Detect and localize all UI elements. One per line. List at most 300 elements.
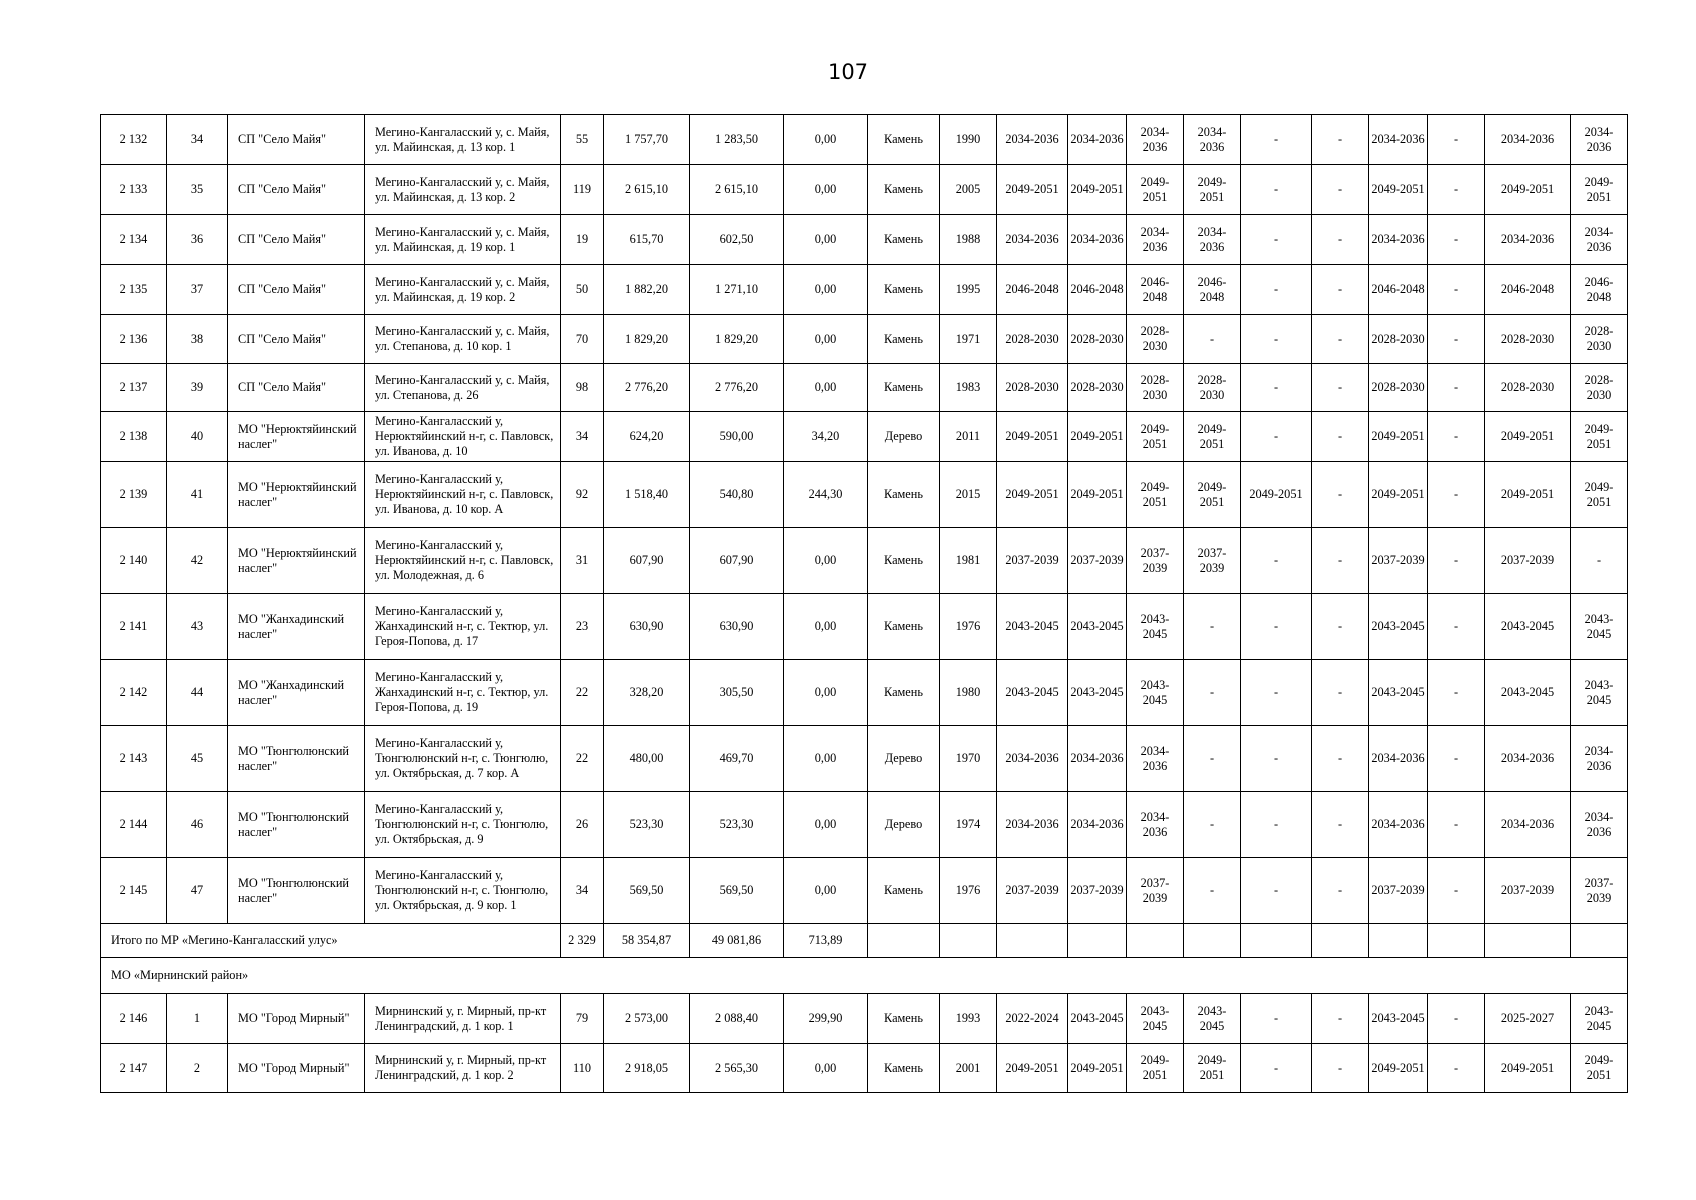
- cell-repair-10: 2046-2048: [1571, 265, 1628, 315]
- cell-repair-5: -: [1241, 858, 1312, 924]
- cell-residents: 31: [561, 528, 604, 594]
- cell-repair-10: 2049-2051: [1571, 412, 1628, 462]
- cell-repair-2: 2043-2045: [1068, 660, 1127, 726]
- table-row: [101, 994, 1628, 1044]
- cell-repair-5: -: [1241, 215, 1312, 265]
- cell-repair-1: 2037-2039: [997, 528, 1068, 594]
- cell-local-number: 43: [167, 594, 228, 660]
- empty-cell: [868, 924, 940, 958]
- cell-repair-3: 2049-2051: [1127, 1044, 1184, 1093]
- cell-repair-7: 2049-2051: [1369, 165, 1428, 215]
- cell-repair-4: 2049-2051: [1184, 462, 1241, 528]
- page-number: 107: [827, 60, 869, 84]
- cell-repair-2: 2034-2036: [1068, 726, 1127, 792]
- cell-repair-8: -: [1428, 726, 1485, 792]
- cell-repair-4: -: [1184, 726, 1241, 792]
- cell-municipality: МО "Тюнгюлюнский наслег": [228, 858, 365, 924]
- cell-repair-9: 2034-2036: [1485, 726, 1571, 792]
- cell-repair-5: -: [1241, 315, 1312, 364]
- cell-repair-5: -: [1241, 660, 1312, 726]
- cell-reg-number: 2 134: [101, 215, 167, 265]
- cell-total-area: 630,90: [604, 594, 690, 660]
- cell-total-area: 2 776,20: [604, 364, 690, 412]
- cell-wall-material: Камень: [868, 1044, 940, 1093]
- cell-repair-6: -: [1312, 726, 1369, 792]
- cell-year-built: 2005: [940, 165, 997, 215]
- cell-living-area: 305,50: [690, 660, 784, 726]
- cell-repair-6: -: [1312, 528, 1369, 594]
- cell-repair-7: 2049-2051: [1369, 412, 1428, 462]
- cell-year-built: 1976: [940, 594, 997, 660]
- cell-municipality: СП "Село Майя": [228, 165, 365, 215]
- cell-nonliving-area: 0,00: [784, 594, 868, 660]
- cell-reg-number: 2 142: [101, 660, 167, 726]
- cell-total-area: 480,00: [604, 726, 690, 792]
- cell-local-number: 39: [167, 364, 228, 412]
- cell-residents: 110: [561, 1044, 604, 1093]
- cell-local-number: 45: [167, 726, 228, 792]
- cell-year-built: 1974: [940, 792, 997, 858]
- cell-nonliving-area: 0,00: [784, 726, 868, 792]
- cell-wall-material: Камень: [868, 594, 940, 660]
- cell-living-area: 630,90: [690, 594, 784, 660]
- table-row: [101, 858, 1628, 924]
- cell-residents: 34: [561, 412, 604, 462]
- cell-address: Мегино-Кангаласский у, Тюнгюлюнский н-г, с. Тюнгюлю, ул. Октябрьская, д. 9: [365, 792, 561, 858]
- cell-repair-4: -: [1184, 660, 1241, 726]
- cell-repair-6: -: [1312, 265, 1369, 315]
- cell-wall-material: Дерево: [868, 792, 940, 858]
- cell-repair-2: 2049-2051: [1068, 462, 1127, 528]
- cell-repair-8: -: [1428, 594, 1485, 660]
- cell-repair-3: 2049-2051: [1127, 165, 1184, 215]
- cell-repair-7: 2049-2051: [1369, 1044, 1428, 1093]
- cell-living-area: 540,80: [690, 462, 784, 528]
- cell-repair-10: 2043-2045: [1571, 594, 1628, 660]
- cell-local-number: 35: [167, 165, 228, 215]
- cell-nonliving-area: 0,00: [784, 660, 868, 726]
- cell-total-area: 2 615,10: [604, 165, 690, 215]
- empty-cell: [940, 924, 997, 958]
- cell-nonliving-area: 0,00: [784, 364, 868, 412]
- cell-repair-8: -: [1428, 528, 1485, 594]
- cell-local-number: 44: [167, 660, 228, 726]
- cell-repair-9: 2028-2030: [1485, 315, 1571, 364]
- cell-address: Мегино-Кангаласский у, Тюнгюлюнский н-г, с. Тюнгюлю, ул. Октябрьская, д. 7 кор. А: [365, 726, 561, 792]
- total-total-area: 58 354,87: [604, 924, 690, 958]
- cell-nonliving-area: 0,00: [784, 215, 868, 265]
- cell-repair-9: 2034-2036: [1485, 215, 1571, 265]
- cell-repair-9: 2049-2051: [1485, 462, 1571, 528]
- cell-municipality: МО "Нерюктяйинский наслег": [228, 462, 365, 528]
- cell-repair-5: -: [1241, 364, 1312, 412]
- cell-repair-3: 2037-2039: [1127, 858, 1184, 924]
- cell-repair-5: 2049-2051: [1241, 462, 1312, 528]
- cell-repair-9: 2049-2051: [1485, 1044, 1571, 1093]
- cell-repair-4: 2046-2048: [1184, 265, 1241, 315]
- empty-cell: [1241, 924, 1312, 958]
- cell-repair-4: -: [1184, 858, 1241, 924]
- cell-address: Мегино-Кангаласский у, с. Майя, ул. Майинская, д. 13 кор. 1: [365, 115, 561, 165]
- cell-repair-1: 2034-2036: [997, 115, 1068, 165]
- cell-repair-8: -: [1428, 462, 1485, 528]
- cell-municipality: СП "Село Майя": [228, 364, 365, 412]
- cell-living-area: 2 088,40: [690, 994, 784, 1044]
- cell-repair-8: -: [1428, 858, 1485, 924]
- cell-year-built: 1995: [940, 265, 997, 315]
- cell-repair-6: -: [1312, 315, 1369, 364]
- housing-register-table: [100, 114, 1628, 1093]
- cell-repair-4: 2049-2051: [1184, 165, 1241, 215]
- cell-repair-1: 2046-2048: [997, 265, 1068, 315]
- cell-repair-9: 2037-2039: [1485, 528, 1571, 594]
- cell-residents: 79: [561, 994, 604, 1044]
- cell-repair-10: 2034-2036: [1571, 726, 1628, 792]
- cell-residents: 19: [561, 215, 604, 265]
- cell-year-built: 1993: [940, 994, 997, 1044]
- cell-wall-material: Камень: [868, 364, 940, 412]
- table-row: [101, 792, 1628, 858]
- cell-reg-number: 2 139: [101, 462, 167, 528]
- cell-address: Мегино-Кангаласский у, Тюнгюлюнский н-г, с. Тюнгюлю, ул. Октябрьская, д. 9 кор. 1: [365, 858, 561, 924]
- cell-repair-4: 2034-2036: [1184, 215, 1241, 265]
- cell-municipality: МО "Тюнгюлюнский наслег": [228, 792, 365, 858]
- cell-wall-material: Камень: [868, 265, 940, 315]
- cell-residents: 98: [561, 364, 604, 412]
- cell-address: Мегино-Кангаласский у, Нерюктяйинский н-г, с. Павловск, ул. Молодежная, д. 6: [365, 528, 561, 594]
- cell-nonliving-area: 299,90: [784, 994, 868, 1044]
- cell-municipality: МО "Жанхадинский наслег": [228, 660, 365, 726]
- cell-living-area: 2 776,20: [690, 364, 784, 412]
- cell-total-area: 569,50: [604, 858, 690, 924]
- cell-address: Мегино-Кангаласский у, с. Майя, ул. Майинская, д. 13 кор. 2: [365, 165, 561, 215]
- cell-repair-2: 2037-2039: [1068, 528, 1127, 594]
- cell-address: Мегино-Кангаласский у, Жанхадинский н-г, с. Тектюр, ул. Героя-Попова, д. 19: [365, 660, 561, 726]
- cell-repair-6: -: [1312, 994, 1369, 1044]
- cell-wall-material: Камень: [868, 660, 940, 726]
- cell-municipality: МО "Тюнгюлюнский наслег": [228, 726, 365, 792]
- cell-municipality: СП "Село Майя": [228, 315, 365, 364]
- empty-cell: [1571, 924, 1628, 958]
- cell-repair-3: 2034-2036: [1127, 726, 1184, 792]
- cell-repair-3: 2046-2048: [1127, 265, 1184, 315]
- section-row: [101, 958, 1628, 994]
- table-row: [101, 1044, 1628, 1093]
- table-body: [101, 115, 1628, 1093]
- cell-repair-1: 2049-2051: [997, 1044, 1068, 1093]
- cell-total-area: 1 882,20: [604, 265, 690, 315]
- cell-repair-5: -: [1241, 792, 1312, 858]
- cell-reg-number: 2 140: [101, 528, 167, 594]
- empty-cell: [1184, 924, 1241, 958]
- cell-repair-3: 2028-2030: [1127, 364, 1184, 412]
- cell-repair-7: 2028-2030: [1369, 315, 1428, 364]
- cell-repair-1: 2034-2036: [997, 726, 1068, 792]
- cell-repair-5: -: [1241, 115, 1312, 165]
- cell-wall-material: Камень: [868, 994, 940, 1044]
- table-row: [101, 528, 1628, 594]
- cell-repair-9: 2034-2036: [1485, 792, 1571, 858]
- cell-repair-4: -: [1184, 792, 1241, 858]
- cell-year-built: 1970: [940, 726, 997, 792]
- cell-repair-1: 2049-2051: [997, 412, 1068, 462]
- cell-repair-2: 2049-2051: [1068, 1044, 1127, 1093]
- cell-reg-number: 2 146: [101, 994, 167, 1044]
- cell-year-built: 1976: [940, 858, 997, 924]
- table-row: [101, 315, 1628, 364]
- cell-repair-1: 2022-2024: [997, 994, 1068, 1044]
- cell-repair-6: -: [1312, 412, 1369, 462]
- cell-total-area: 1 757,70: [604, 115, 690, 165]
- cell-repair-1: 2043-2045: [997, 660, 1068, 726]
- cell-year-built: 2015: [940, 462, 997, 528]
- cell-repair-10: 2028-2030: [1571, 315, 1628, 364]
- cell-wall-material: Камень: [868, 528, 940, 594]
- cell-repair-10: 2049-2051: [1571, 165, 1628, 215]
- cell-repair-2: 2028-2030: [1068, 364, 1127, 412]
- cell-reg-number: 2 135: [101, 265, 167, 315]
- cell-residents: 70: [561, 315, 604, 364]
- cell-repair-8: -: [1428, 265, 1485, 315]
- cell-repair-3: 2028-2030: [1127, 315, 1184, 364]
- cell-repair-1: 2034-2036: [997, 215, 1068, 265]
- cell-repair-3: 2034-2036: [1127, 792, 1184, 858]
- cell-repair-4: 2049-2051: [1184, 1044, 1241, 1093]
- cell-total-area: 615,70: [604, 215, 690, 265]
- cell-repair-1: 2028-2030: [997, 364, 1068, 412]
- cell-residents: 55: [561, 115, 604, 165]
- table-row: [101, 594, 1628, 660]
- empty-cell: [1428, 924, 1485, 958]
- cell-local-number: 46: [167, 792, 228, 858]
- cell-repair-10: 2049-2051: [1571, 462, 1628, 528]
- cell-repair-8: -: [1428, 412, 1485, 462]
- cell-repair-1: 2049-2051: [997, 165, 1068, 215]
- cell-municipality: СП "Село Майя": [228, 115, 365, 165]
- cell-repair-10: 2034-2036: [1571, 215, 1628, 265]
- cell-repair-3: 2049-2051: [1127, 462, 1184, 528]
- cell-local-number: 37: [167, 265, 228, 315]
- cell-nonliving-area: 0,00: [784, 315, 868, 364]
- cell-residents: 119: [561, 165, 604, 215]
- cell-repair-10: 2043-2045: [1571, 660, 1628, 726]
- cell-repair-3: 2049-2051: [1127, 412, 1184, 462]
- cell-repair-5: -: [1241, 412, 1312, 462]
- cell-reg-number: 2 132: [101, 115, 167, 165]
- cell-repair-10: 2034-2036: [1571, 115, 1628, 165]
- cell-nonliving-area: 244,30: [784, 462, 868, 528]
- cell-reg-number: 2 137: [101, 364, 167, 412]
- cell-repair-6: -: [1312, 858, 1369, 924]
- cell-repair-4: 2034-2036: [1184, 115, 1241, 165]
- cell-nonliving-area: 34,20: [784, 412, 868, 462]
- empty-cell: [997, 924, 1068, 958]
- cell-repair-7: 2037-2039: [1369, 528, 1428, 594]
- table-row: [101, 115, 1628, 165]
- cell-year-built: 1980: [940, 660, 997, 726]
- cell-living-area: 2 565,30: [690, 1044, 784, 1093]
- cell-living-area: 607,90: [690, 528, 784, 594]
- cell-municipality: МО "Город Мирный": [228, 1044, 365, 1093]
- cell-repair-7: 2028-2030: [1369, 364, 1428, 412]
- table-row: [101, 462, 1628, 528]
- cell-repair-4: 2028-2030: [1184, 364, 1241, 412]
- cell-repair-4: 2037-2039: [1184, 528, 1241, 594]
- total-living-area: 49 081,86: [690, 924, 784, 958]
- cell-wall-material: Камень: [868, 165, 940, 215]
- cell-repair-2: 2034-2036: [1068, 215, 1127, 265]
- table-row: [101, 215, 1628, 265]
- total-residents: 2 329: [561, 924, 604, 958]
- cell-repair-3: 2043-2045: [1127, 660, 1184, 726]
- cell-repair-10: 2037-2039: [1571, 858, 1628, 924]
- cell-repair-3: 2034-2036: [1127, 215, 1184, 265]
- cell-local-number: 1: [167, 994, 228, 1044]
- cell-repair-9: 2028-2030: [1485, 364, 1571, 412]
- cell-repair-5: -: [1241, 726, 1312, 792]
- cell-repair-7: 2043-2045: [1369, 660, 1428, 726]
- cell-repair-7: 2034-2036: [1369, 792, 1428, 858]
- cell-wall-material: Дерево: [868, 412, 940, 462]
- cell-year-built: 1990: [940, 115, 997, 165]
- cell-municipality: МО "Жанхадинский наслег": [228, 594, 365, 660]
- cell-year-built: 1988: [940, 215, 997, 265]
- cell-total-area: 2 918,05: [604, 1044, 690, 1093]
- cell-municipality: МО "Нерюктяйинский наслег": [228, 528, 365, 594]
- cell-repair-2: 2043-2045: [1068, 594, 1127, 660]
- cell-address: Мегино-Кангаласский у, с. Майя, ул. Степанова, д. 10 кор. 1: [365, 315, 561, 364]
- cell-repair-8: -: [1428, 165, 1485, 215]
- cell-reg-number: 2 136: [101, 315, 167, 364]
- cell-address: Мегино-Кангаласский у, с. Майя, ул. Степанова, д. 26: [365, 364, 561, 412]
- cell-repair-2: 2049-2051: [1068, 412, 1127, 462]
- table-row: [101, 726, 1628, 792]
- cell-repair-3: 2037-2039: [1127, 528, 1184, 594]
- cell-repair-8: -: [1428, 215, 1485, 265]
- cell-repair-5: -: [1241, 994, 1312, 1044]
- cell-repair-9: 2034-2036: [1485, 115, 1571, 165]
- cell-repair-6: -: [1312, 1044, 1369, 1093]
- cell-nonliving-area: 0,00: [784, 1044, 868, 1093]
- cell-repair-10: 2034-2036: [1571, 792, 1628, 858]
- cell-repair-4: 2049-2051: [1184, 412, 1241, 462]
- empty-cell: [1485, 924, 1571, 958]
- cell-local-number: 40: [167, 412, 228, 462]
- cell-repair-5: -: [1241, 528, 1312, 594]
- cell-repair-7: 2034-2036: [1369, 115, 1428, 165]
- cell-living-area: 1 271,10: [690, 265, 784, 315]
- cell-repair-2: 2034-2036: [1068, 792, 1127, 858]
- cell-repair-6: -: [1312, 165, 1369, 215]
- cell-repair-4: -: [1184, 594, 1241, 660]
- cell-repair-7: 2049-2051: [1369, 462, 1428, 528]
- cell-repair-5: -: [1241, 165, 1312, 215]
- cell-repair-6: -: [1312, 660, 1369, 726]
- cell-year-built: 2001: [940, 1044, 997, 1093]
- section-title: МО «Мирнинский район»: [101, 958, 1628, 994]
- cell-residents: 34: [561, 858, 604, 924]
- cell-repair-6: -: [1312, 115, 1369, 165]
- cell-total-area: 624,20: [604, 412, 690, 462]
- cell-repair-8: -: [1428, 792, 1485, 858]
- cell-residents: 22: [561, 660, 604, 726]
- cell-repair-8: -: [1428, 315, 1485, 364]
- cell-repair-9: 2043-2045: [1485, 594, 1571, 660]
- cell-reg-number: 2 144: [101, 792, 167, 858]
- cell-repair-2: 2037-2039: [1068, 858, 1127, 924]
- empty-cell: [1068, 924, 1127, 958]
- cell-address: Мегино-Кангаласский у, Нерюктяйинский н-г, с. Павловск, ул. Иванова, д. 10 кор. А: [365, 462, 561, 528]
- cell-repair-7: 2034-2036: [1369, 215, 1428, 265]
- empty-cell: [1312, 924, 1369, 958]
- cell-reg-number: 2 141: [101, 594, 167, 660]
- cell-repair-6: -: [1312, 462, 1369, 528]
- cell-nonliving-area: 0,00: [784, 858, 868, 924]
- cell-total-area: 328,20: [604, 660, 690, 726]
- cell-repair-8: -: [1428, 1044, 1485, 1093]
- cell-repair-9: 2046-2048: [1485, 265, 1571, 315]
- cell-repair-2: 2028-2030: [1068, 315, 1127, 364]
- cell-repair-6: -: [1312, 364, 1369, 412]
- cell-repair-4: 2043-2045: [1184, 994, 1241, 1044]
- cell-repair-10: 2049-2051: [1571, 1044, 1628, 1093]
- cell-wall-material: Камень: [868, 315, 940, 364]
- total-nonliving-area: 713,89: [784, 924, 868, 958]
- cell-address: Мирнинский у, г. Мирный, пр-кт Ленинградский, д. 1 кор. 1: [365, 994, 561, 1044]
- cell-repair-3: 2034-2036: [1127, 115, 1184, 165]
- cell-nonliving-area: 0,00: [784, 165, 868, 215]
- cell-reg-number: 2 138: [101, 412, 167, 462]
- table-row: [101, 412, 1628, 462]
- cell-residents: 23: [561, 594, 604, 660]
- cell-address: Мегино-Кангаласский у, Нерюктяйинский н-г, с. Павловск, ул. Иванова, д. 10: [365, 412, 561, 462]
- cell-nonliving-area: 0,00: [784, 792, 868, 858]
- cell-repair-5: -: [1241, 265, 1312, 315]
- cell-total-area: 1 518,40: [604, 462, 690, 528]
- cell-local-number: 42: [167, 528, 228, 594]
- total-label: Итого по МР «Мегино-Кангаласский улус»: [101, 924, 561, 958]
- cell-total-area: 2 573,00: [604, 994, 690, 1044]
- cell-living-area: 523,30: [690, 792, 784, 858]
- cell-repair-2: 2034-2036: [1068, 115, 1127, 165]
- cell-residents: 50: [561, 265, 604, 315]
- cell-living-area: 602,50: [690, 215, 784, 265]
- cell-municipality: МО "Город Мирный": [228, 994, 365, 1044]
- cell-repair-5: -: [1241, 594, 1312, 660]
- cell-living-area: 469,70: [690, 726, 784, 792]
- cell-municipality: СП "Село Майя": [228, 265, 365, 315]
- cell-wall-material: Камень: [868, 115, 940, 165]
- cell-wall-material: Камень: [868, 462, 940, 528]
- cell-reg-number: 2 143: [101, 726, 167, 792]
- cell-address: Мегино-Кангаласский у, с. Майя, ул. Майинская, д. 19 кор. 1: [365, 215, 561, 265]
- cell-repair-2: 2046-2048: [1068, 265, 1127, 315]
- cell-repair-6: -: [1312, 594, 1369, 660]
- total-row: [101, 924, 1628, 958]
- empty-cell: [1127, 924, 1184, 958]
- cell-nonliving-area: 0,00: [784, 115, 868, 165]
- cell-repair-1: 2037-2039: [997, 858, 1068, 924]
- cell-repair-7: 2034-2036: [1369, 726, 1428, 792]
- cell-repair-8: -: [1428, 364, 1485, 412]
- cell-repair-6: -: [1312, 215, 1369, 265]
- cell-municipality: МО "Нерюктяйинский наслег": [228, 412, 365, 462]
- table-row: [101, 364, 1628, 412]
- cell-total-area: 607,90: [604, 528, 690, 594]
- cell-address: Мегино-Кангаласский у, Жанхадинский н-г, с. Тектюр, ул. Героя-Попова, д. 17: [365, 594, 561, 660]
- cell-repair-1: 2034-2036: [997, 792, 1068, 858]
- cell-repair-8: -: [1428, 660, 1485, 726]
